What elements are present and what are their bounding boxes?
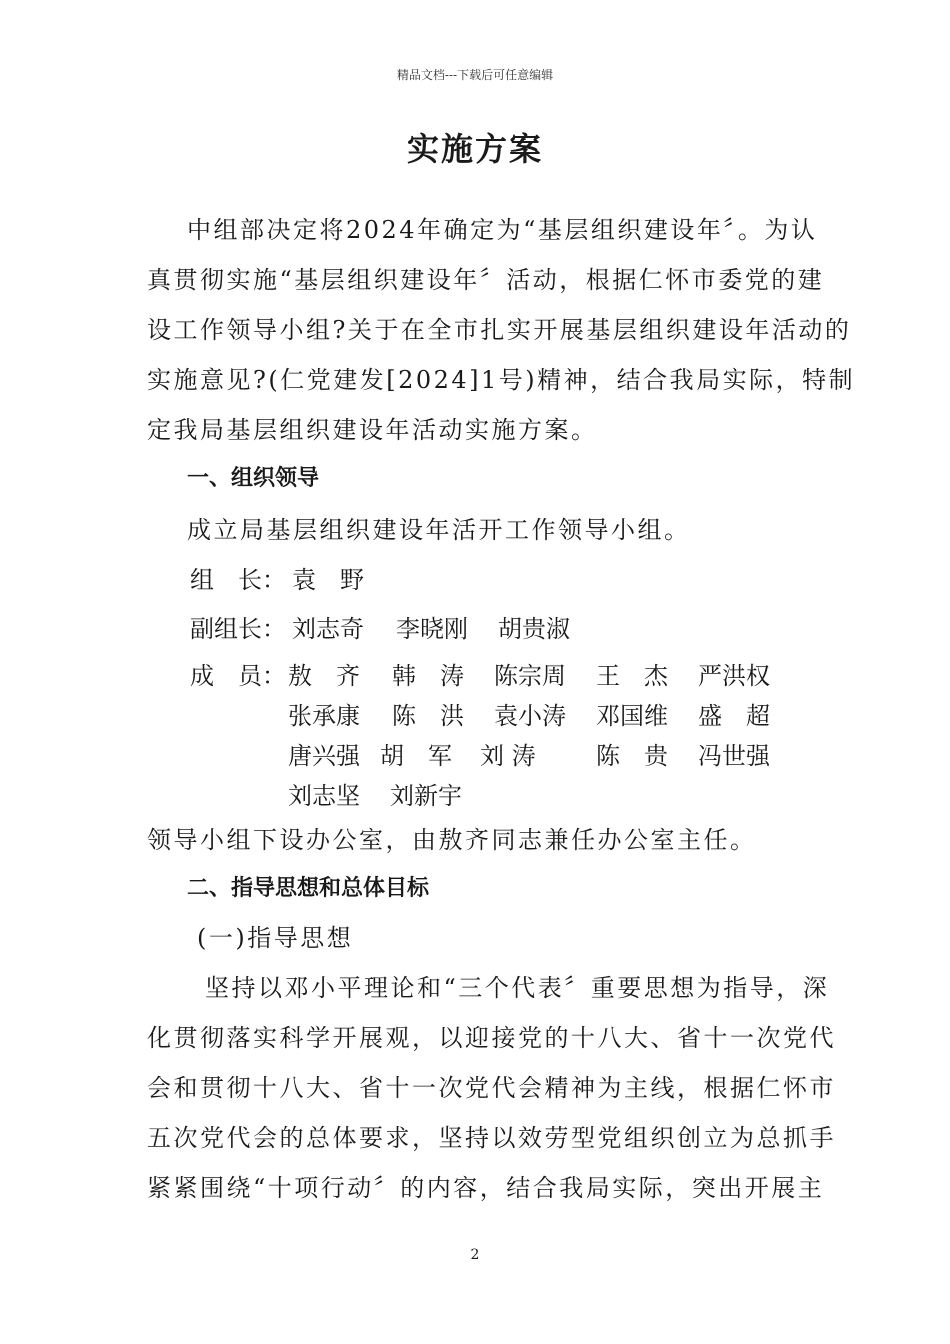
- member-name: 陈 洪: [392, 702, 464, 730]
- leader-label: 组 长：: [190, 566, 286, 594]
- section2-line-3: 会和贯彻十八大、省十一次党代会精神为主线，根据仁怀市: [147, 1074, 836, 1102]
- intro-line-5: 定我局基层组织建设年活动实施方案。: [147, 416, 598, 444]
- member-name: 冯世强: [698, 742, 770, 770]
- section1-heading: 一、组织领导: [187, 466, 320, 491]
- member-name: 陈 贵: [596, 742, 668, 770]
- section2-subheading: (一)指导思想: [197, 924, 354, 952]
- member-name: 敖 齐: [288, 662, 360, 690]
- member-name: 唐兴强: [288, 742, 360, 770]
- office-note: 领导小组下设办公室，由敖齐同志兼任办公室主任。: [147, 826, 757, 854]
- member-name: 刘新宇: [390, 782, 462, 810]
- deputy-name: 李晓刚: [396, 615, 468, 643]
- deputy-name: 刘志奇: [292, 615, 364, 643]
- intro-line-2: 真贯彻实施“基层组织建设年〞活动，根据仁怀市委党的建: [147, 266, 825, 294]
- section2-heading: 二、指导思想和总体目标: [187, 876, 430, 901]
- leader-name: 袁 野: [292, 566, 364, 594]
- member-name: 刘 涛: [480, 742, 536, 770]
- member-name: 陈宗周: [494, 662, 566, 690]
- member-name: 张承康: [288, 702, 360, 730]
- member-name: 严洪权: [698, 662, 770, 690]
- members-label: 成 员：: [190, 662, 286, 690]
- member-name: 王 杰: [596, 662, 668, 690]
- document-title: 实施方案: [406, 130, 543, 168]
- section2-line-5: 紧紧围绕“十项行动〞的内容，结合我局实际，突出开展主: [147, 1174, 825, 1202]
- intro-line-3: 设工作领导小组?关于在全市扎实开展基层组织建设年活动的: [147, 316, 852, 344]
- member-name: 刘志坚: [288, 782, 360, 810]
- deputy-label: 副组长：: [190, 615, 286, 643]
- section1-intro: 成立局基层组织建设年活开工作领导小组。: [187, 516, 691, 544]
- page-number: 2: [470, 1247, 480, 1263]
- member-name: 邓国维: [596, 702, 668, 730]
- deputy-name: 胡贵淑: [498, 615, 570, 643]
- section2-line-4: 五次党代会的总体要求，坚持以效劳型党组织创立为总抓手: [147, 1124, 836, 1152]
- intro-line-4: 实施意见?(仁党建发[2024]1号)精神，结合我局实际，特制: [147, 366, 856, 394]
- member-name: 韩 涛: [392, 662, 464, 690]
- page-header: 精品文档---下载后可任意编辑: [396, 68, 554, 82]
- intro-line-1: 中组部决定将2024年确定为“基层组织建设年〞。为认: [187, 216, 818, 244]
- section2-line-2: 化贯彻落实科学开展观，以迎接党的十八大、省十一次党代: [147, 1024, 836, 1052]
- member-name: 袁小涛: [494, 702, 566, 730]
- member-name: 盛 超: [698, 702, 770, 730]
- section2-line-1: 坚持以邓小平理论和“三个代表〞重要思想为指导，深: [205, 974, 830, 1002]
- member-name: 胡 军: [380, 742, 452, 770]
